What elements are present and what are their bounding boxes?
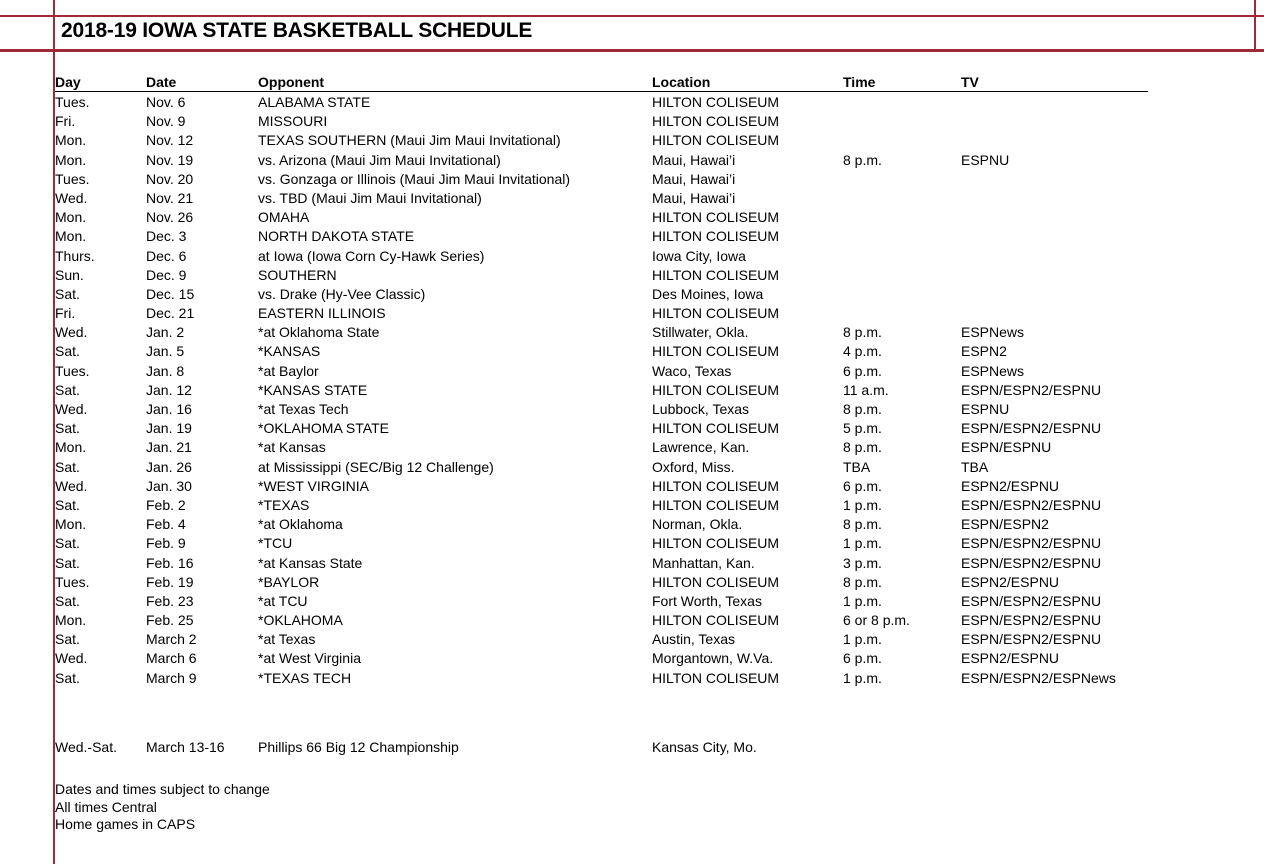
table-row (55, 323, 1155, 342)
game-day: Wed. (55, 401, 88, 417)
game-opponent: *TCU (258, 535, 293, 552)
table-row (55, 611, 1155, 630)
game-date: Jan. 30 (146, 477, 192, 494)
game-date: Jan. 16 (146, 401, 192, 417)
game-opponent: *TEXAS (258, 496, 310, 513)
table-row (55, 438, 1155, 457)
game-day: Mon. (55, 516, 87, 533)
game-time: 8 p.m. (843, 573, 882, 590)
game-day: Tues. (55, 170, 90, 187)
game-opponent: *KANSAS (258, 343, 321, 360)
game-date: March 6 (146, 650, 197, 667)
game-date: Dec. 6 (146, 247, 187, 264)
game-tv: TBA (961, 458, 989, 475)
game-opponent: vs. Arizona (Maui Jim Maui Invitational) (258, 151, 501, 168)
game-opponent: TEXAS SOUTHERN (Maui Jim Maui Invitational) (258, 132, 561, 149)
game-location: Maui, Hawai’i (652, 151, 736, 168)
table-row (55, 151, 1155, 170)
game-time: 8 p.m. (843, 516, 882, 533)
game-tv: ESPNews (961, 362, 1025, 379)
game-location: HILTON COLISEUM (652, 573, 780, 590)
game-opponent: SOUTHERN (258, 266, 337, 283)
game-time: TBA (843, 458, 871, 475)
game-date: Jan. 5 (146, 343, 185, 360)
tournament-location: Kansas City, Mo. (652, 739, 757, 755)
game-date: Feb. 2 (146, 496, 186, 513)
game-opponent: *at Kansas (258, 439, 326, 456)
game-location: Lubbock, Texas (652, 401, 750, 417)
game-date: Nov. 21 (146, 189, 194, 206)
game-day: Sat. (55, 535, 80, 552)
game-opponent: *at Oklahoma State (258, 324, 380, 341)
table-row (55, 93, 1155, 112)
game-date: Feb. 19 (146, 573, 194, 590)
game-tv: ESPN/ESPN2/ESPNU (961, 554, 1102, 571)
game-tv: ESPN/ESPN2/ESPNU (961, 381, 1102, 398)
table-row (55, 362, 1155, 381)
column-header-opponent: Opponent (258, 74, 325, 90)
table-row (55, 477, 1155, 496)
game-day: Sat. (55, 285, 80, 302)
game-day: Mon. (55, 612, 87, 629)
note-home-games-caps: Home games in CAPS (55, 816, 196, 832)
game-day: Sat. (55, 381, 80, 398)
note-times-central: All times Central (55, 798, 157, 815)
game-time: 11 a.m. (843, 381, 889, 398)
game-time: 8 p.m. (843, 401, 882, 417)
game-day: Mon. (55, 228, 87, 245)
top-rule (0, 15, 1264, 17)
game-date: Nov. 26 (146, 209, 194, 226)
game-date: Jan. 8 (146, 362, 185, 379)
game-day: Wed. (55, 324, 88, 341)
game-date: Dec. 9 (146, 266, 187, 283)
game-opponent: *at West Virginia (258, 650, 361, 667)
game-location: Austin, Texas (652, 631, 736, 648)
game-location: Oxford, Miss. (652, 458, 735, 475)
table-row (55, 630, 1155, 649)
column-header-location: Location (652, 74, 711, 90)
game-date: Dec. 3 (146, 228, 187, 245)
game-location: Manhattan, Kan. (652, 554, 755, 571)
game-tv: ESPN/ESPN2/ESPNews (961, 669, 1116, 686)
game-location: HILTON COLISEUM (652, 305, 780, 322)
game-opponent: at Mississippi (SEC/Big 12 Challenge) (258, 458, 494, 475)
game-day: Wed. (55, 650, 88, 667)
game-day: Mon. (55, 209, 87, 226)
table-row (55, 573, 1155, 592)
column-header-tv: TV (961, 74, 979, 90)
game-opponent: *OKLAHOMA STATE (258, 420, 389, 437)
game-opponent: *at TCU (258, 592, 308, 609)
game-opponent: *at Texas (258, 631, 316, 648)
game-location: HILTON COLISEUM (652, 113, 780, 130)
game-time: 1 p.m. (843, 535, 882, 552)
table-row (55, 669, 1155, 688)
game-tv: ESPN2/ESPNU (961, 477, 1060, 494)
game-date: Dec. 15 (146, 285, 195, 302)
table-row (55, 304, 1155, 323)
game-opponent: *OKLAHOMA (258, 612, 343, 629)
game-date: Feb. 23 (146, 592, 194, 609)
game-day: Mon. (55, 151, 87, 168)
game-date: Nov. 6 (146, 94, 186, 110)
game-opponent: *at Kansas State (258, 554, 363, 571)
game-tv: ESPN/ESPN2/ESPNU (961, 496, 1102, 513)
game-time: 5 p.m. (843, 420, 882, 437)
game-date: March 9 (146, 669, 197, 686)
game-opponent: *BAYLOR (258, 573, 320, 590)
table-row (55, 285, 1155, 304)
game-opponent: *KANSAS STATE (258, 381, 368, 398)
game-date: Nov. 20 (146, 170, 194, 187)
game-location: HILTON COLISEUM (652, 535, 780, 552)
game-date: Jan. 26 (146, 458, 192, 475)
game-day: Mon. (55, 439, 87, 456)
game-opponent: MISSOURI (258, 113, 328, 130)
game-location: Morgantown, W.Va. (652, 650, 774, 667)
game-time: 1 p.m. (843, 631, 882, 648)
game-time: 8 p.m. (843, 324, 882, 341)
game-time: 1 p.m. (843, 496, 882, 513)
game-tv: ESPNU (961, 151, 1010, 168)
tournament-day: Wed.-Sat. (55, 739, 117, 755)
table-row (55, 227, 1155, 246)
game-time: 8 p.m. (843, 151, 882, 168)
schedule-notes (55, 781, 270, 834)
game-date: Jan. 21 (146, 439, 192, 456)
game-day: Sat. (55, 343, 80, 360)
table-row (55, 419, 1155, 438)
game-day: Sat. (55, 420, 80, 437)
game-opponent: vs. TBD (Maui Jim Maui Invitational) (258, 189, 482, 206)
game-tv: ESPN2 (961, 343, 1007, 360)
game-time: 4 p.m. (843, 343, 882, 360)
table-row (55, 554, 1155, 573)
game-time: 6 p.m. (843, 362, 882, 379)
game-opponent: NORTH DAKOTA STATE (258, 228, 415, 245)
game-tv: ESPN/ESPN2/ESPNU (961, 631, 1102, 648)
game-location: HILTON COLISEUM (652, 669, 780, 686)
game-tv: ESPN/ESPN2 (961, 516, 1049, 533)
game-time: 6 p.m. (843, 650, 882, 667)
game-time: 8 p.m. (843, 439, 882, 456)
game-tv: ESPNU (961, 401, 1010, 417)
game-location: Des Moines, Iowa (652, 285, 764, 302)
game-time: 6 p.m. (843, 477, 882, 494)
table-row (55, 515, 1155, 534)
game-location: HILTON COLISEUM (652, 209, 780, 226)
game-opponent: EASTERN ILLINOIS (258, 305, 386, 322)
game-day: Sat. (55, 631, 80, 648)
game-tv: ESPN/ESPN2/ESPNU (961, 612, 1102, 629)
table-row (55, 592, 1155, 611)
game-date: Jan. 12 (146, 381, 192, 398)
game-location: Stillwater, Okla. (652, 324, 749, 341)
game-tv: ESPN2/ESPNU (961, 573, 1060, 590)
column-header-day: Day (55, 74, 81, 90)
game-day: Tues. (55, 94, 90, 110)
game-location: Fort Worth, Texas (652, 592, 762, 609)
game-day: Sat. (55, 592, 80, 609)
game-opponent: *at Oklahoma (258, 516, 343, 533)
tournament-date: March 13-16 (146, 739, 225, 755)
game-date: Jan. 19 (146, 420, 192, 437)
column-header-time: Time (843, 74, 876, 90)
game-day: Thurs. (55, 247, 95, 264)
game-tv: ESPNews (961, 324, 1025, 341)
game-time: 1 p.m. (843, 669, 882, 686)
game-location: HILTON COLISEUM (652, 132, 780, 149)
game-date: Feb. 9 (146, 535, 186, 552)
note-dates-subject-to-change: Dates and times subject to change (55, 781, 270, 797)
table-row (55, 496, 1155, 515)
header-underline (55, 91, 1148, 92)
game-date: Feb. 4 (146, 516, 186, 533)
game-date: Feb. 16 (146, 554, 194, 571)
table-row (55, 400, 1155, 419)
table-row (55, 381, 1155, 400)
game-opponent: vs. Gonzaga or Illinois (Maui Jim Maui Invitational) (258, 170, 571, 187)
game-opponent: at Iowa (Iowa Corn Cy-Hawk Series) (258, 247, 485, 264)
game-location: Waco, Texas (652, 362, 732, 379)
game-location: HILTON COLISEUM (652, 266, 780, 283)
game-time: 6 or 8 p.m. (843, 612, 910, 629)
game-date: Nov. 9 (146, 113, 186, 130)
game-day: Mon. (55, 132, 87, 149)
game-opponent: ALABAMA STATE (258, 94, 371, 110)
game-date: Dec. 21 (146, 305, 195, 322)
game-opponent: vs. Drake (Hy-Vee Classic) (258, 285, 426, 302)
table-row (55, 534, 1155, 553)
game-opponent: OMAHA (258, 209, 310, 226)
game-day: Tues. (55, 362, 90, 379)
game-location: Norman, Okla. (652, 516, 743, 533)
game-location: Maui, Hawai’i (652, 189, 736, 206)
game-tv: ESPN2/ESPNU (961, 650, 1060, 667)
table-row (55, 649, 1155, 668)
game-opponent: *at Texas Tech (258, 401, 349, 417)
table-row (55, 112, 1155, 131)
tournament-name: Phillips 66 Big 12 Championship (258, 739, 459, 755)
game-tv: ESPN/ESPN2/ESPNU (961, 592, 1102, 609)
game-day: Fri. (55, 305, 76, 322)
game-location: Lawrence, Kan. (652, 439, 750, 456)
game-location: HILTON COLISEUM (652, 228, 780, 245)
title-underline-rule (0, 49, 1264, 52)
game-location: HILTON COLISEUM (652, 381, 780, 398)
game-location: HILTON COLISEUM (652, 94, 780, 110)
game-date: March 2 (146, 631, 197, 648)
game-location: HILTON COLISEUM (652, 477, 780, 494)
table-row (55, 208, 1155, 227)
page-title: 2018-19 IOWA STATE BASKETBALL SCHEDULE (61, 19, 533, 42)
right-margin-rule (1254, 0, 1256, 52)
game-day: Sat. (55, 669, 80, 686)
table-row (55, 458, 1155, 477)
game-time: 3 p.m. (843, 554, 882, 571)
game-opponent: *at Baylor (258, 362, 319, 379)
game-tv: ESPN/ESPNU (961, 439, 1052, 456)
game-day: Wed. (55, 189, 88, 206)
game-date: Nov. 19 (146, 151, 194, 168)
table-row (55, 266, 1155, 285)
column-header-date: Date (146, 74, 177, 90)
game-day: Wed. (55, 477, 88, 494)
table-row (55, 247, 1155, 266)
game-location: Maui, Hawai’i (652, 170, 736, 187)
game-date: Nov. 12 (146, 132, 194, 149)
game-opponent: *WEST VIRGINIA (258, 477, 369, 494)
table-header (55, 74, 1148, 91)
game-day: Fri. (55, 113, 76, 130)
table-row (55, 342, 1155, 361)
game-tv: ESPN/ESPN2/ESPNU (961, 535, 1102, 552)
game-day: Sat. (55, 496, 80, 513)
game-location: HILTON COLISEUM (652, 343, 780, 360)
game-location: HILTON COLISEUM (652, 612, 780, 629)
game-tv: ESPN/ESPN2/ESPNU (961, 420, 1102, 437)
game-date: Jan. 2 (146, 324, 185, 341)
game-day: Tues. (55, 573, 90, 590)
table-row (55, 170, 1155, 189)
game-day: Sun. (55, 266, 84, 283)
game-location: HILTON COLISEUM (652, 496, 780, 513)
game-date: Feb. 25 (146, 612, 194, 629)
game-opponent: *TEXAS TECH (258, 669, 352, 686)
table-row (55, 189, 1155, 208)
game-location: Iowa City, Iowa (652, 247, 746, 264)
game-location: HILTON COLISEUM (652, 420, 780, 437)
table-row (55, 131, 1155, 150)
game-day: Sat. (55, 554, 80, 571)
game-day: Sat. (55, 458, 80, 475)
tournament-row (55, 738, 1155, 757)
schedule-table (55, 93, 1155, 688)
game-time: 1 p.m. (843, 592, 882, 609)
